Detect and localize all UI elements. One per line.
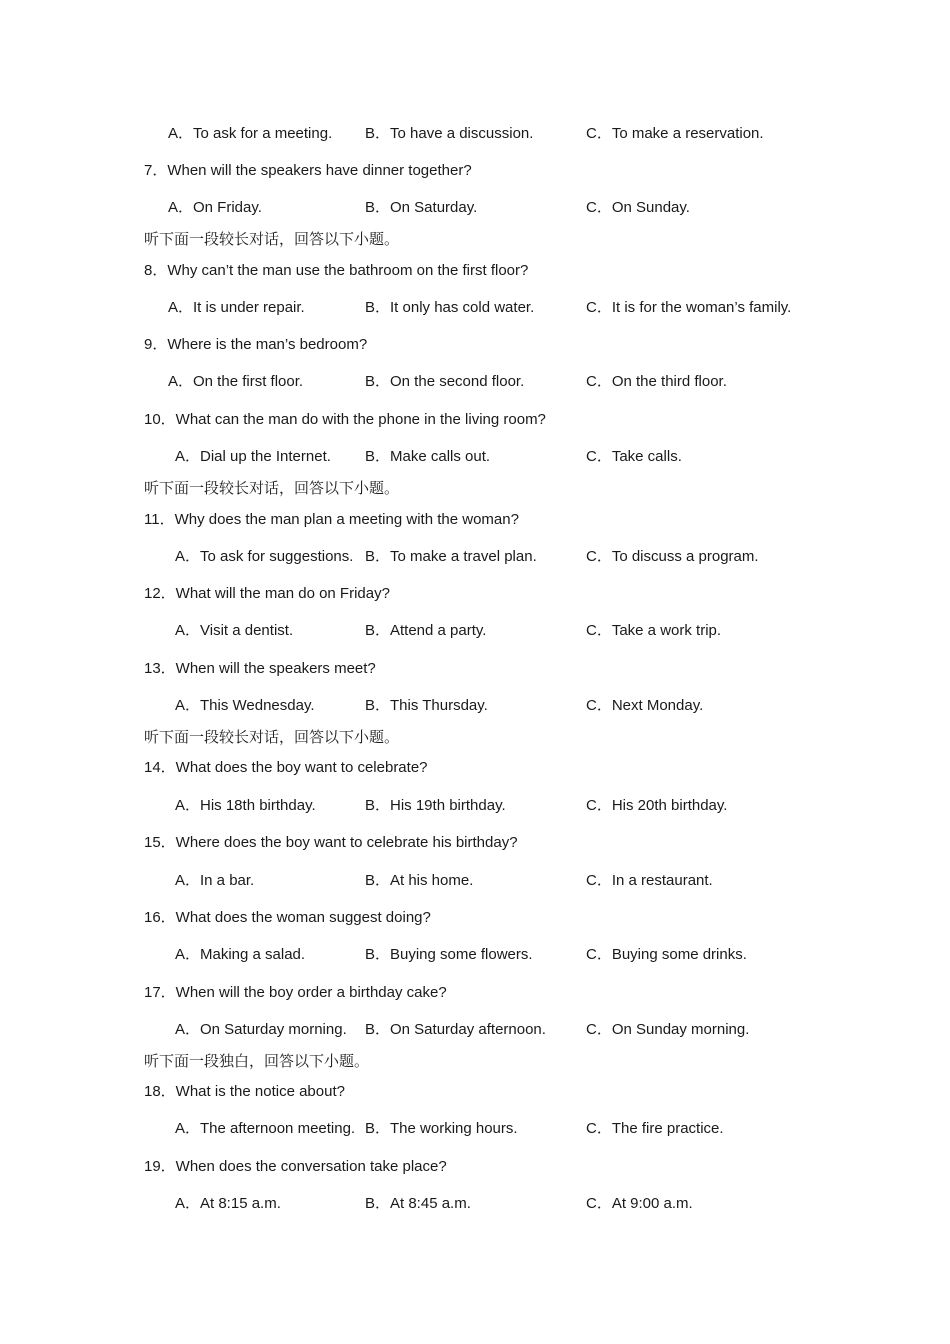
section-instruction xyxy=(0,228,950,250)
question-text: 9．Where is the man’s bedroom? xyxy=(144,336,368,353)
option-b: B．On the second floor. xyxy=(365,373,525,390)
question-row xyxy=(0,1156,950,1178)
option-c: C．Next Monday. xyxy=(586,697,704,714)
question-row xyxy=(0,260,950,282)
section-instruction xyxy=(0,477,950,499)
option-b: B．It only has cold water. xyxy=(365,299,535,316)
question-text: 8．Why can’t the man use the bathroom on the first floor? xyxy=(144,262,529,279)
question-text: 13．When will the speakers meet? xyxy=(144,660,376,677)
options-row xyxy=(0,371,950,393)
option-a: A．To ask for a meeting. xyxy=(168,125,333,142)
question-text: 15．Where does the boy want to celebrate his birthday? xyxy=(144,834,518,851)
question-text: 12．What will the man do on Friday? xyxy=(144,585,390,602)
option-b: B．Attend a party. xyxy=(365,622,487,639)
option-a: A．In a bar. xyxy=(175,872,255,889)
options-row xyxy=(0,1118,950,1140)
options-row xyxy=(0,546,950,568)
instruction-text: 听下面一段独白，回答以下小题。 xyxy=(144,1052,370,1070)
option-a: A．At 8:15 a.m. xyxy=(175,1195,281,1212)
question-text: 11．Why does the man plan a meeting with the woman? xyxy=(144,511,519,528)
question-text: 19．When does the conversation take place? xyxy=(144,1158,447,1175)
option-c: C．It is for the woman’s family. xyxy=(586,299,792,316)
question-row xyxy=(0,907,950,929)
question-row xyxy=(0,509,950,531)
question-text: 18．What is the notice about? xyxy=(144,1083,345,1100)
option-a: A．Visit a dentist. xyxy=(175,622,294,639)
option-c: C．To make a reservation. xyxy=(586,125,764,142)
question-row xyxy=(0,658,950,680)
options-row xyxy=(0,944,950,966)
option-a: A．This Wednesday. xyxy=(175,697,315,714)
option-b: B．On Saturday. xyxy=(365,199,478,216)
option-a: A．Dial up the Internet. xyxy=(175,448,331,465)
option-c: C．Take calls. xyxy=(586,448,682,465)
option-b: B．His 19th birthday. xyxy=(365,797,506,814)
option-c: C．His 20th birthday. xyxy=(586,797,728,814)
option-c: C．On the third floor. xyxy=(586,373,727,390)
question-row xyxy=(0,583,950,605)
option-b: B．Buying some flowers. xyxy=(365,946,533,963)
option-a: A．On the first floor. xyxy=(168,373,304,390)
option-a: A．On Saturday morning. xyxy=(175,1021,347,1038)
options-row xyxy=(0,197,950,219)
option-c: C．On Sunday morning. xyxy=(586,1021,750,1038)
option-c: C．On Sunday. xyxy=(586,199,690,216)
option-c: C．Buying some drinks. xyxy=(586,946,747,963)
question-row xyxy=(0,334,950,356)
option-c: C．At 9:00 a.m. xyxy=(586,1195,693,1212)
options-row xyxy=(0,620,950,642)
instruction-text: 听下面一段较长对话，回答以下小题。 xyxy=(144,728,400,746)
option-a: A．The afternoon meeting. xyxy=(175,1120,356,1137)
question-text: 16．What does the woman suggest doing? xyxy=(144,909,431,926)
instruction-text: 听下面一段较长对话，回答以下小题。 xyxy=(144,230,400,248)
option-c: C．The fire practice. xyxy=(586,1120,724,1137)
question-row xyxy=(0,832,950,854)
option-a: A．It is under repair. xyxy=(168,299,305,316)
option-b: B．Make calls out. xyxy=(365,448,491,465)
options-row xyxy=(0,297,950,319)
question-text: 14．What does the boy want to celebrate? xyxy=(144,759,428,776)
section-instruction xyxy=(0,1050,950,1072)
instruction-text: 听下面一段较长对话，回答以下小题。 xyxy=(144,479,400,497)
option-a: A．To ask for suggestions. xyxy=(175,548,354,565)
option-b: B．The working hours. xyxy=(365,1120,518,1137)
option-b: B．To make a travel plan. xyxy=(365,548,537,565)
question-row xyxy=(0,160,950,182)
option-b: B．This Thursday. xyxy=(365,697,488,714)
question-row xyxy=(0,409,950,431)
option-c: C．In a restaurant. xyxy=(586,872,713,889)
option-b: B．On Saturday afternoon. xyxy=(365,1021,546,1038)
option-b: B．At his home. xyxy=(365,872,474,889)
question-text: 10．What can the man do with the phone in the living room? xyxy=(144,411,546,428)
options-row xyxy=(0,870,950,892)
options-row xyxy=(0,695,950,717)
question-row xyxy=(0,757,950,779)
option-c: C．To discuss a program. xyxy=(586,548,759,565)
option-a: A．On Friday. xyxy=(168,199,262,216)
option-a: A．His 18th birthday. xyxy=(175,797,316,814)
options-row xyxy=(0,1019,950,1041)
question-text: 17．When will the boy order a birthday cake? xyxy=(144,984,447,1001)
question-row xyxy=(0,1081,950,1103)
question-text: 7．When will the speakers have dinner together? xyxy=(144,162,472,179)
options-row xyxy=(0,795,950,817)
question-row xyxy=(0,982,950,1004)
options-row xyxy=(0,123,950,145)
options-row xyxy=(0,1193,950,1215)
option-b: B．At 8:45 a.m. xyxy=(365,1195,471,1212)
option-b: B．To have a discussion. xyxy=(365,125,534,142)
option-a: A．Making a salad. xyxy=(175,946,306,963)
section-instruction xyxy=(0,726,950,748)
options-row xyxy=(0,446,950,468)
option-c: C．Take a work trip. xyxy=(586,622,722,639)
